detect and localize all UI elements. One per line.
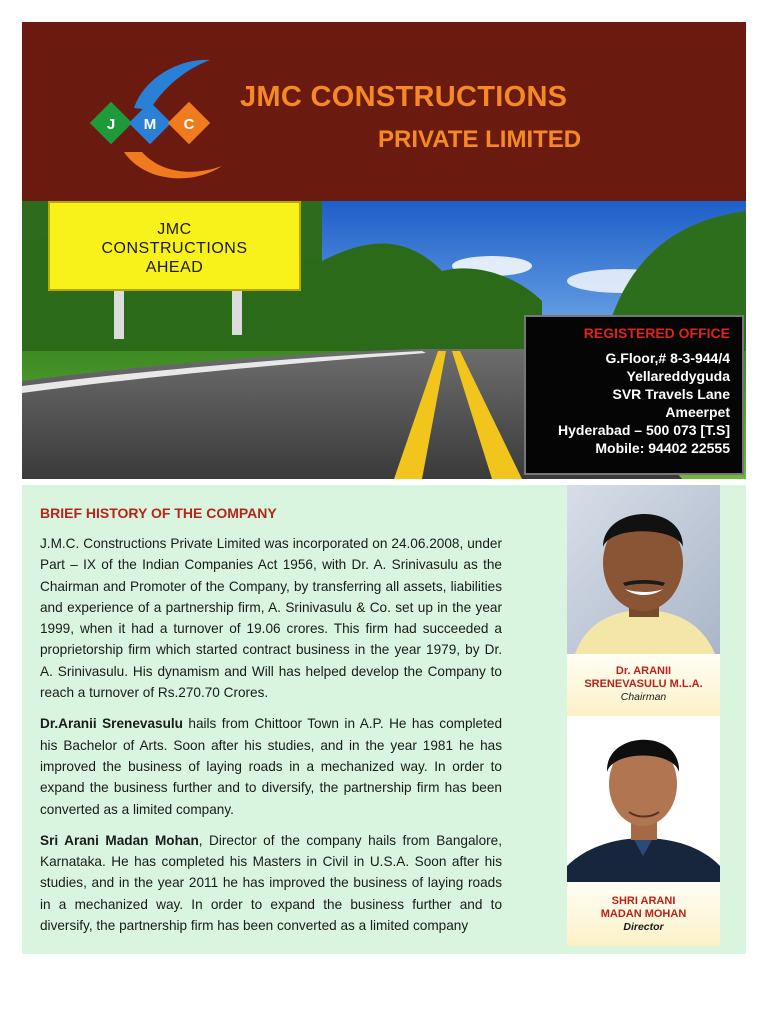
company-name: JMC CONSTRUCTIONS	[240, 81, 568, 113]
paragraph-text: , Director of the company hails from Bangalore, Karnataka. He has completed his Masters in Civil in U.S.A. Soon after his studies, and in the year 2011 he has improved the business of laying roads in a mechanized way. In order to expand the business further and to diversify, the partnership firm has been converted as a limited company	[40, 832, 502, 934]
logo-letter-m: M	[143, 116, 157, 133]
company-suffix: PRIVATE LIMITED	[378, 126, 582, 153]
section-title: BRIEF HISTORY OF THE COMPANY	[40, 505, 277, 521]
director-caption	[567, 882, 720, 946]
office-mobile: Mobile: 94402 22555	[595, 440, 730, 456]
road-banner	[22, 201, 746, 479]
director-name: Sri Arani Madan Mohan	[40, 832, 199, 848]
office-address-line: Ameerpet	[665, 404, 730, 420]
brochure-page	[22, 22, 746, 954]
jmc-logo	[84, 56, 234, 186]
chairman-caption-name: Dr. ARANII	[615, 665, 672, 677]
logo-letter-j: J	[106, 116, 116, 133]
office-address-line: G.Floor,# 8-3-944/4	[605, 350, 730, 366]
director-photo	[567, 716, 720, 882]
chairman-caption	[567, 654, 720, 716]
chairman-caption-name: SRENEVASULU M.L.A.	[584, 678, 703, 690]
office-address-line: SVR Travels Lane	[612, 386, 730, 402]
history-content	[40, 505, 502, 946]
logo-letter-c: C	[183, 116, 195, 133]
people-column	[567, 485, 720, 946]
history-paragraph-2	[40, 713, 502, 819]
history-section	[22, 485, 746, 954]
paragraph-text: hails from Chittoor Town in A.P. He has completed his Bachelor of Arts. Soon after his studies, and in the year 1981 he has improved the business of laying roads in a mechanized way. In order to expand the business further and to diversify, the partnership firm has been converted as a limited company.	[40, 716, 502, 817]
chairman-name: Dr.Aranii Srenevasulu	[40, 716, 183, 732]
history-paragraph-1: J.M.C. Constructions Private Limited was incorporated on 24.06.2008, under Part – IX of the Indian Companies Act 1956, with Dr. A. Srinivasulu as the Chairman and Promoter of the Company, by transferring all assets, liabilities and experience of a partnership firm, A. Srinivasulu & Co. set up in the year 1999, when it had a turnover of 19.06 crores. This firm had succeeded a proprietorship firm which started contract business in the year 1979, by Dr. A. Srinivasulu. His dynamism and Will has helped develop the Company to reach a turnover of Rs.270.70 Crores.	[40, 536, 502, 701]
office-heading: REGISTERED OFFICE	[583, 325, 730, 341]
chairman-photo	[567, 485, 720, 654]
director-caption-name: SHRI ARANI	[611, 895, 676, 907]
sign-line: JMC	[157, 221, 192, 238]
director-caption-name: MADAN MOHAN	[600, 908, 687, 920]
sign-line: AHEAD	[145, 259, 204, 276]
office-address-line: Hyderabad – 500 073 [T.S]	[558, 422, 730, 438]
chairman-role: Chairman	[620, 691, 667, 703]
header-bar	[22, 22, 746, 201]
office-address-line: Yellareddyguda	[626, 368, 730, 384]
director-role: Director	[623, 921, 664, 933]
registered-office-box	[524, 315, 744, 475]
sign-line: CONSTRUCTIONS	[101, 240, 248, 257]
history-paragraph-3	[40, 830, 502, 936]
road-sign	[48, 201, 301, 291]
